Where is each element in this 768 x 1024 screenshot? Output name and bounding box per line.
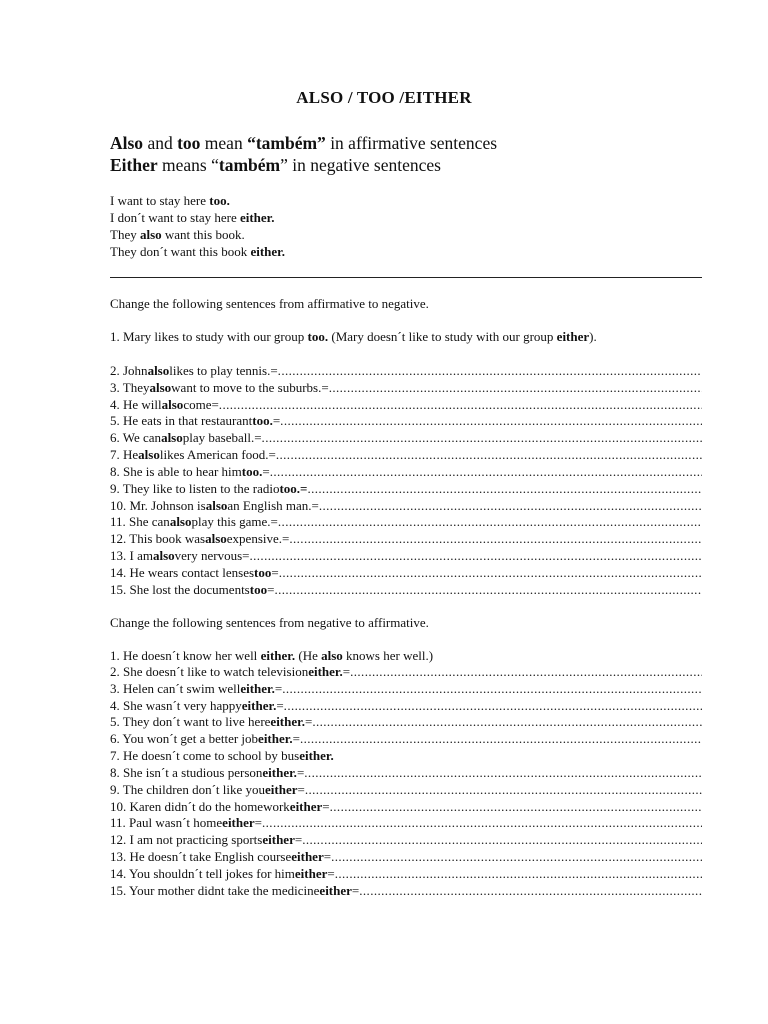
example-line	[110, 226, 285, 243]
example-keyword: also	[321, 648, 343, 663]
exercise-text: =	[262, 463, 270, 479]
exercise-text: 3. They	[110, 379, 150, 395]
exercise-text: 10. Mr. Johnson is	[110, 497, 206, 513]
answer-blank[interactable]	[219, 397, 702, 413]
exercise-text: =	[254, 815, 262, 831]
exercise-text: 4. She wasn´t very happy	[110, 697, 242, 713]
exercise-text: an English man.=	[227, 497, 319, 513]
exercise-text: =	[351, 882, 360, 898]
exercise-text: =	[272, 413, 281, 429]
example-keyword: also	[139, 227, 162, 242]
exercise-text: 5. They don´t want to live here	[110, 714, 271, 730]
intro-word-tambem: também	[218, 155, 281, 175]
exercise-row	[110, 882, 702, 899]
example-text: 1. Mary likes to study with our group	[110, 329, 308, 344]
answer-blank[interactable]	[335, 866, 702, 882]
exercise-keyword: also	[169, 514, 192, 530]
answer-blank[interactable]	[280, 413, 702, 429]
exercise-text: 2. She doesn´t like to watch television	[110, 663, 309, 679]
exercise-row	[110, 697, 702, 714]
exercise-row	[110, 446, 702, 463]
answer-blank[interactable]	[304, 765, 702, 781]
example-keyword: either.	[260, 648, 296, 663]
exercise-text: =	[342, 663, 351, 679]
exercise-keyword: either.	[258, 731, 293, 747]
exercise-text: play this game.=	[191, 514, 278, 530]
exercise-keyword: either	[294, 865, 328, 881]
exercise-text: 6. We can	[110, 430, 162, 446]
exercise-text: 10. Karen didn´t do the homework	[110, 798, 290, 814]
exercise-text: =	[276, 697, 284, 713]
exercise-row	[110, 581, 702, 598]
exercise-text: =	[294, 832, 303, 848]
exercise-text: 11. She can	[110, 514, 170, 530]
example-keyword: either.	[239, 210, 275, 225]
exercise-text: 15. Your mother didnt take the medicine	[110, 882, 320, 898]
exercise-text: likes to play tennis.=	[169, 362, 278, 378]
answer-blank[interactable]	[330, 799, 702, 815]
example-keyword: either	[556, 329, 590, 344]
exercise-keyword: too	[254, 564, 272, 580]
exercise-row	[110, 831, 702, 848]
exercise-keyword: too	[249, 581, 268, 597]
exercise-text: =	[292, 731, 300, 747]
exercise-text: 8. She is able to hear him	[110, 463, 242, 479]
intro-text: means “	[157, 155, 219, 175]
exercise-row	[110, 747, 702, 764]
intro-text: mean	[200, 133, 248, 153]
exercise-text: likes American food.=	[159, 447, 276, 463]
example-line	[110, 209, 285, 226]
answer-blank[interactable]	[307, 481, 702, 497]
example-line	[110, 243, 285, 260]
answer-blank[interactable]	[274, 582, 702, 598]
answer-blank[interactable]	[282, 681, 702, 697]
section2-exercise-list	[110, 663, 702, 899]
exercise-row	[110, 413, 702, 430]
example-sentences	[110, 192, 285, 260]
intro-word-tambem: “também”	[247, 133, 326, 153]
exercise-keyword: either	[319, 882, 352, 898]
exercise-text: 7. He doesn´t come to school by bus	[110, 748, 300, 764]
intro-text: ” in negative sentences	[280, 155, 441, 175]
example-text: I want to stay here	[110, 193, 210, 208]
exercise-row	[110, 514, 702, 531]
exercise-text: 2. John	[110, 362, 148, 378]
exercise-row	[110, 497, 702, 514]
exercise-text: 6. You won´t get a better job	[110, 731, 259, 747]
exercise-text: 12. This book was	[110, 531, 206, 547]
answer-blank[interactable]	[262, 430, 702, 446]
exercise-keyword: too.=	[279, 480, 308, 496]
exercise-row	[110, 547, 702, 564]
section1-exercise-list	[110, 362, 702, 598]
exercise-text: =	[322, 798, 330, 814]
exercise-text: play baseball.=	[182, 430, 262, 446]
answer-blank[interactable]	[276, 447, 702, 463]
exercise-row	[110, 564, 702, 581]
intro-line-either	[110, 154, 441, 176]
page-title: ALSO / TOO /EITHER	[296, 88, 472, 107]
section1-example	[110, 328, 597, 345]
answer-blank[interactable]	[289, 531, 702, 547]
exercise-text: 7. He	[110, 447, 139, 463]
answer-blank[interactable]	[249, 548, 702, 564]
exercise-text: =	[304, 714, 313, 730]
exercise-row	[110, 480, 702, 497]
answer-blank[interactable]	[305, 782, 702, 798]
exercise-keyword: either.	[308, 663, 343, 679]
exercise-text: =	[271, 564, 279, 580]
exercise-keyword: either	[265, 781, 298, 797]
answer-blank[interactable]	[319, 498, 702, 514]
exercise-keyword: either.	[299, 748, 334, 764]
exercise-keyword: also	[149, 379, 172, 395]
answer-blank[interactable]	[300, 731, 702, 747]
answer-blank[interactable]	[331, 849, 702, 865]
exercise-keyword: too.	[252, 413, 273, 429]
answer-blank[interactable]	[262, 815, 702, 831]
exercise-text: 4. He will	[110, 396, 162, 412]
exercise-text: 15. She lost the documents	[110, 581, 250, 597]
section2-instruction: Change the following sentences from negative to affirmative.	[110, 615, 429, 630]
example-text: (He	[295, 648, 322, 663]
exercise-text: 11. Paul wasn´t home	[110, 815, 223, 831]
exercise-text: 5. He eats in that restaurant	[110, 413, 253, 429]
exercise-text: 13. He doesn´t take English course	[110, 849, 292, 865]
exercise-keyword: either	[291, 849, 324, 865]
answer-blank[interactable]	[279, 565, 702, 581]
example-text: want this book.	[161, 227, 245, 242]
exercise-keyword: either.	[241, 697, 277, 713]
exercise-row	[110, 680, 702, 697]
intro-word-either: Either	[110, 155, 158, 175]
exercise-text: =	[327, 865, 335, 881]
exercise-text: very nervous=	[174, 548, 250, 564]
exercise-keyword: also	[205, 531, 227, 547]
answer-blank[interactable]	[359, 883, 702, 899]
section1-instruction: Change the following sentences from affirmative to negative.	[110, 296, 429, 311]
exercise-text: 14. You shouldn´t tell jokes for him	[110, 865, 295, 881]
exercise-text: expensive.=	[226, 531, 290, 547]
exercise-keyword: also	[205, 497, 228, 513]
example-text: (Mary doesn´t like to study with our group	[328, 329, 557, 344]
example-text: They	[110, 227, 140, 242]
answer-blank[interactable]	[278, 514, 702, 530]
exercise-row	[110, 730, 702, 747]
exercise-keyword: either.	[270, 714, 305, 730]
exercise-keyword: too.	[241, 463, 263, 479]
exercise-row	[110, 815, 702, 832]
exercise-text: 3. Helen can´t swim well	[110, 680, 241, 696]
example-line	[110, 192, 285, 209]
exercise-text: =	[323, 849, 332, 865]
example-keyword: too.	[209, 193, 230, 208]
exercise-row	[110, 530, 702, 547]
exercise-text: =	[274, 680, 283, 696]
example-text: 1. He doesn´t know her well	[110, 648, 261, 663]
intro-text: in affirmative sentences	[325, 133, 498, 153]
exercise-row	[110, 362, 702, 379]
exercise-text: 12. I am not practicing sports	[110, 832, 263, 848]
exercise-keyword: also	[161, 430, 183, 446]
intro-line-also-too	[110, 132, 497, 154]
exercise-row	[110, 714, 702, 731]
exercise-row	[110, 379, 702, 396]
exercise-row	[110, 663, 702, 680]
answer-blank[interactable]	[302, 832, 702, 848]
exercise-keyword: either	[289, 798, 323, 814]
exercise-text: =	[296, 764, 305, 780]
exercise-row	[110, 798, 702, 815]
exercise-text: 8. She isn´t a studious person	[110, 764, 263, 780]
exercise-keyword: also	[138, 447, 160, 463]
intro-text: and	[143, 133, 178, 153]
example-text: ).	[589, 329, 597, 344]
answer-blank[interactable]	[284, 698, 702, 714]
answer-blank[interactable]	[312, 714, 702, 730]
exercise-row	[110, 429, 702, 446]
example-text: I don´t want to stay here	[110, 210, 240, 225]
exercise-keyword: either	[262, 832, 295, 848]
exercise-keyword: either	[222, 815, 255, 831]
example-text: They don´t want this book	[110, 244, 251, 259]
exercise-keyword: either.	[240, 680, 275, 696]
exercise-row	[110, 781, 702, 798]
exercise-text: 14. He wears contact lenses	[110, 564, 255, 580]
exercise-row	[110, 848, 702, 865]
exercise-row	[110, 865, 702, 882]
exercise-text: =	[267, 581, 275, 597]
exercise-text: =	[297, 781, 305, 797]
example-keyword: either.	[250, 244, 286, 259]
exercise-text: 9. They like to listen to the radio	[110, 480, 280, 496]
exercise-keyword: also	[152, 548, 175, 564]
exercise-keyword: either.	[262, 764, 297, 780]
exercise-row	[110, 764, 702, 781]
exercise-keyword: also	[161, 396, 184, 412]
intro-word-too: too	[177, 133, 201, 153]
answer-blank[interactable]	[270, 464, 702, 480]
section2-example	[110, 647, 433, 664]
example-text: knows her well.)	[342, 648, 434, 663]
exercise-text: come=	[183, 396, 219, 412]
exercise-text: 9. The children don´t like you	[110, 781, 266, 797]
divider-line	[110, 277, 702, 278]
answer-blank[interactable]	[278, 363, 702, 379]
example-keyword: too.	[307, 329, 329, 344]
exercise-text: 13. I am	[110, 548, 153, 564]
exercise-keyword: also	[147, 362, 170, 378]
exercise-row	[110, 463, 702, 480]
answer-blank[interactable]	[350, 664, 702, 680]
intro-word-also: Also	[110, 133, 144, 153]
exercise-row	[110, 396, 702, 413]
exercise-text: want to move to the suburbs.=	[171, 379, 329, 395]
answer-blank[interactable]	[329, 380, 702, 396]
